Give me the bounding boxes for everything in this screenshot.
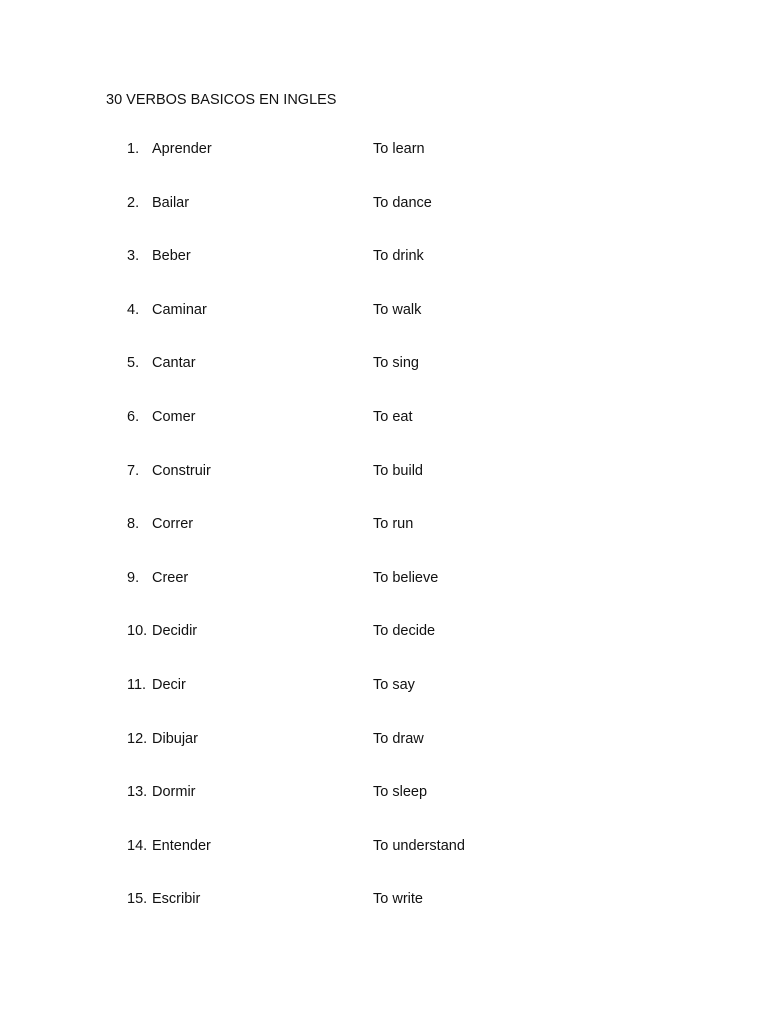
verb-row bbox=[0, 836, 768, 890]
verb-english: To believe bbox=[373, 569, 439, 586]
verb-number: 1. bbox=[127, 141, 140, 157]
verb-row bbox=[0, 782, 768, 836]
verb-row bbox=[0, 621, 768, 675]
verb-row bbox=[0, 407, 768, 461]
verb-spanish: Caminar bbox=[152, 301, 207, 318]
verb-number: 8. bbox=[127, 516, 140, 533]
verb-english: To understand bbox=[373, 837, 465, 854]
verb-row bbox=[0, 729, 768, 783]
verb-number: 3. bbox=[127, 248, 140, 265]
verb-number: 15. bbox=[127, 891, 148, 908]
verb-number: 14. bbox=[127, 837, 148, 854]
verb-spanish: Comer bbox=[152, 408, 196, 425]
verb-row bbox=[0, 246, 768, 300]
verb-spanish: Decidir bbox=[152, 623, 198, 640]
verb-english: To build bbox=[373, 462, 423, 479]
verb-english: To learn bbox=[373, 141, 425, 157]
verb-number: 9. bbox=[127, 569, 140, 586]
verb-english: To sleep bbox=[373, 784, 428, 801]
verb-row bbox=[0, 353, 768, 407]
verb-number: 10. bbox=[127, 623, 148, 640]
verb-number: 7. bbox=[127, 462, 140, 479]
verb-list bbox=[0, 139, 768, 943]
verb-english: To dance bbox=[373, 194, 432, 211]
verb-row bbox=[0, 300, 768, 354]
verb-spanish: Correr bbox=[152, 516, 194, 533]
verb-english: To decide bbox=[373, 623, 436, 640]
verb-number: 13. bbox=[127, 784, 148, 801]
verb-row bbox=[0, 193, 768, 247]
verb-english: To say bbox=[373, 676, 415, 693]
verb-number: 12. bbox=[127, 730, 148, 747]
verb-english: To eat bbox=[373, 408, 413, 425]
verb-spanish: Cantar bbox=[152, 355, 196, 372]
verb-number: 5. bbox=[127, 355, 140, 372]
verb-english: To sing bbox=[373, 355, 419, 372]
verb-spanish: Aprender bbox=[152, 141, 212, 157]
verb-row bbox=[0, 461, 768, 515]
verb-number: 2. bbox=[127, 194, 140, 211]
verb-number: 11. bbox=[127, 676, 147, 693]
verb-spanish: Escribir bbox=[152, 891, 201, 908]
verb-spanish: Beber bbox=[152, 248, 191, 265]
verb-spanish: Creer bbox=[152, 569, 189, 586]
verb-spanish: Construir bbox=[152, 462, 211, 479]
verb-number: 6. bbox=[127, 408, 140, 425]
verb-english: To write bbox=[373, 891, 423, 908]
verb-row bbox=[0, 568, 768, 622]
verb-row bbox=[0, 889, 768, 943]
verb-english: To drink bbox=[373, 248, 424, 265]
verb-spanish: Dormir bbox=[152, 784, 196, 801]
verb-row bbox=[0, 675, 768, 729]
verb-spanish: Dibujar bbox=[152, 730, 198, 747]
verb-row bbox=[0, 139, 768, 193]
verb-spanish: Decir bbox=[152, 676, 186, 693]
verb-english: To walk bbox=[373, 301, 422, 318]
verb-english: To draw bbox=[373, 730, 424, 747]
verb-spanish: Bailar bbox=[152, 194, 190, 211]
document-title: 30 VERBOS BASICOS EN INGLES bbox=[106, 92, 337, 108]
verb-spanish: Entender bbox=[152, 837, 211, 854]
verb-row bbox=[0, 514, 768, 568]
verb-english: To run bbox=[373, 516, 414, 533]
verb-number: 4. bbox=[127, 301, 140, 318]
